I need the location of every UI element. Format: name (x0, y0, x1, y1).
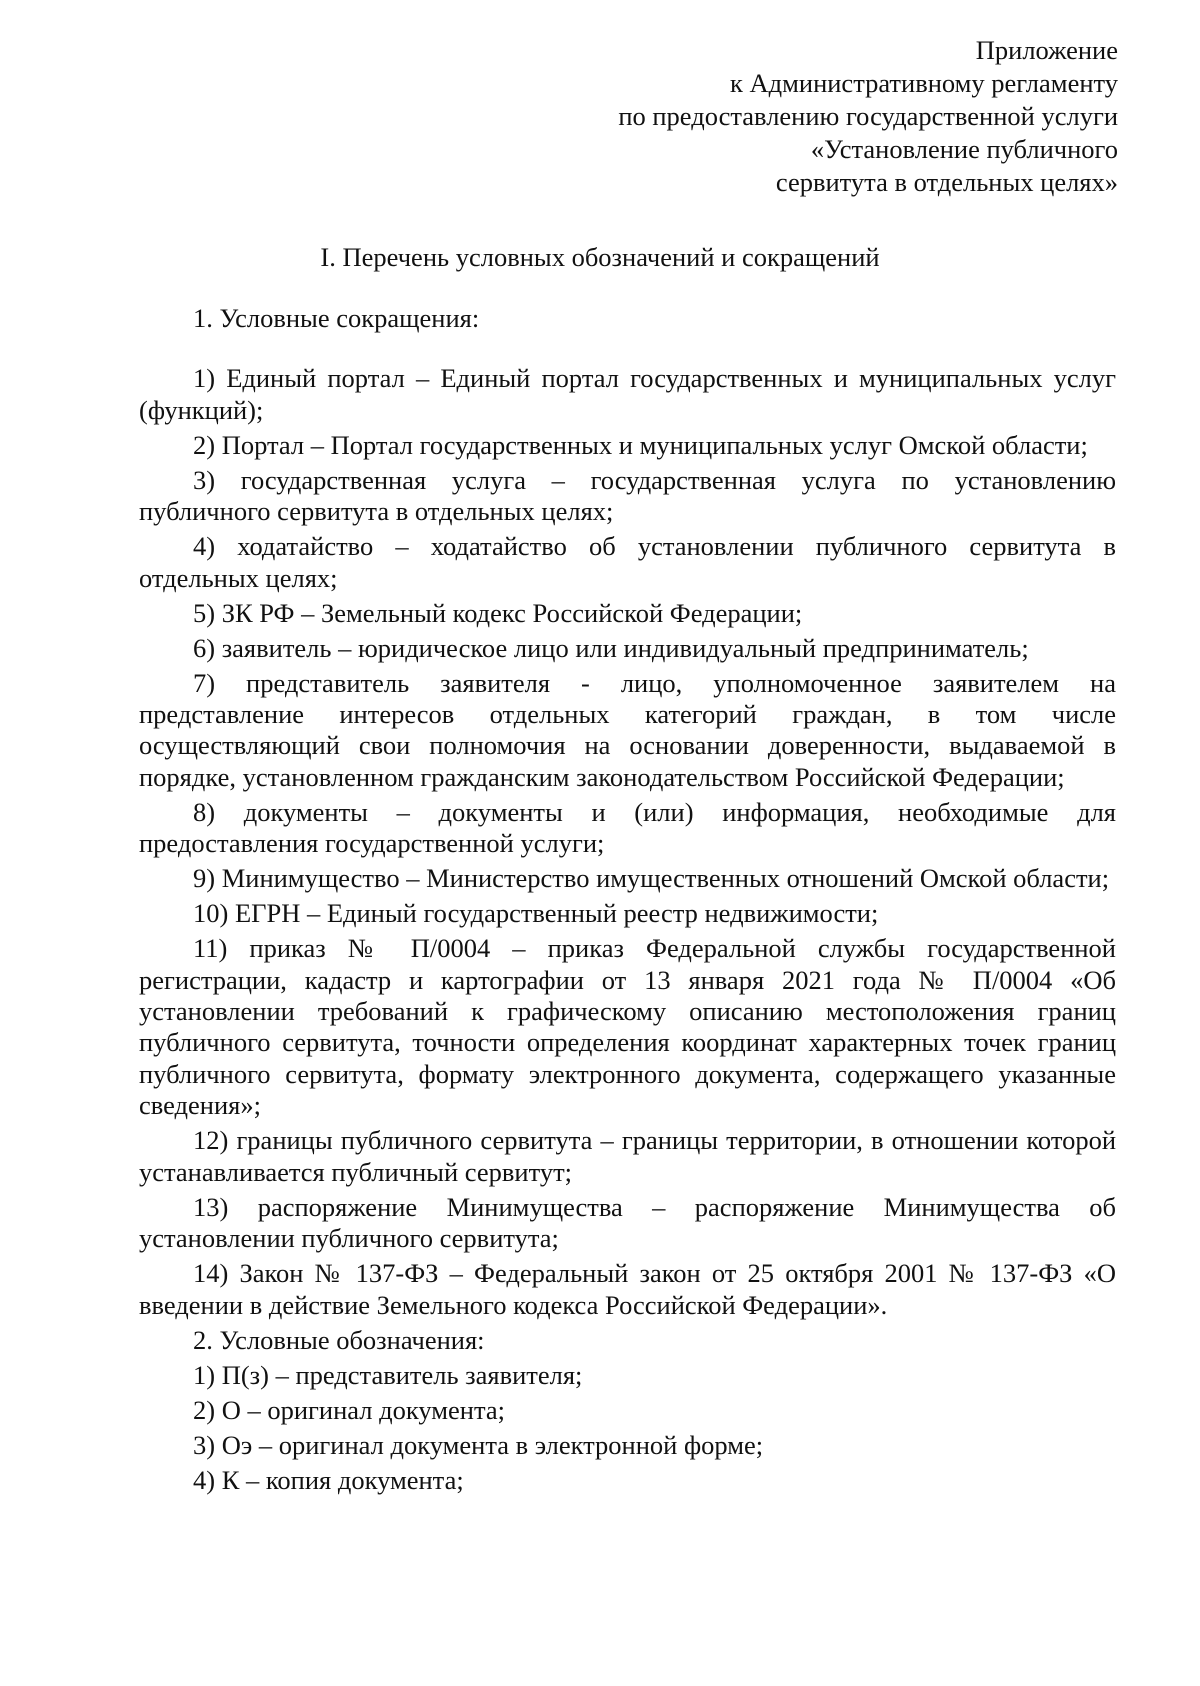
appendix-line: сервитута в отдельных целях» (775, 167, 1118, 197)
abbreviation-item: 8) документы – документы и (или) информация, необходимые для предоставления государственной услуги; (139, 796, 1116, 859)
section-title: I. Перечень условных обозначений и сокращений (320, 242, 880, 272)
document-body (139, 303, 1116, 1496)
abbreviation-item: 1) Единый портал – Единый портал государственных и муниципальных услуг (функций); (139, 363, 1116, 425)
designation-item: 1) П(з) – представитель заявителя; (193, 1359, 583, 1390)
abbreviation-item: 7) представитель заявителя - лицо, уполномоченное заявителем на представление интересов отдельных категорий граждан, в том числе осуществляющий свои полномочия на основании доверенности, выдаваемой в порядке, установленном гражданским законодательством Российской Федерации; (139, 667, 1116, 792)
appendix-header (618, 34, 1118, 199)
designations-heading: 2. Условные обозначения: (193, 1324, 485, 1355)
appendix-line: Приложение (975, 35, 1118, 65)
abbreviation-item: 3) государственная услуга – государственная услуга по установлению публичного сервитута в отдельных целях; (139, 464, 1116, 527)
abbreviation-item: 13) распоряжение Минимущества – распоряжение Минимущества об установлении публичного сервитута; (139, 1191, 1116, 1254)
abbreviation-item: 11) приказ № П/0004 – приказ Федеральной службы государственной регистрации, кадастр и картографии от 13 января 2021 года № П/0004 «Об установлении требований к графическому описанию местоположения границ публичного сервитута, точности определения координат характерных точек границ публичного сервитута, формату электронного документа, содержащего указанные сведения»; (139, 933, 1116, 1121)
appendix-line: «Установление публичного (810, 134, 1118, 164)
abbreviation-item: 14) Закон № 137-ФЗ – Федеральный закон от 25 октября 2001 № 137-ФЗ «О введении в действие Земельного кодекса Российской Федерации». (139, 1258, 1116, 1320)
abbreviations-heading: 1. Условные сокращения: (193, 303, 480, 333)
abbreviation-item: 5) ЗК РФ – Земельный кодекс Российской Федерации; (193, 597, 803, 628)
abbreviation-item: 6) заявитель – юридическое лицо или индивидуальный предприниматель; (193, 632, 1029, 663)
designation-item: 2) О – оригинал документа; (193, 1394, 505, 1425)
abbreviation-item: 4) ходатайство – ходатайство об установлении публичного сервитута в отдельных целях; (139, 531, 1116, 593)
abbreviation-item: 12) границы публичного сервитута – границы территории, в отношении которой устанавливается публичный сервитут; (139, 1125, 1116, 1187)
designation-item: 3) Оэ – оригинал документа в электронной форме; (193, 1429, 764, 1460)
appendix-line: по предоставлению государственной услуги (618, 101, 1118, 131)
appendix-line: к Административному регламенту (730, 68, 1118, 98)
abbreviation-item: 9) Минимущество – Министерство имущественных отношений Омской области; (193, 863, 1110, 894)
designation-item: 4) К – копия документа; (193, 1464, 464, 1495)
abbreviation-item: 2) Портал – Портал государственных и муниципальных услуг Омской области; (193, 429, 1088, 460)
abbreviation-item: 10) ЕГРН – Единый государственный реестр недвижимости; (193, 898, 879, 929)
